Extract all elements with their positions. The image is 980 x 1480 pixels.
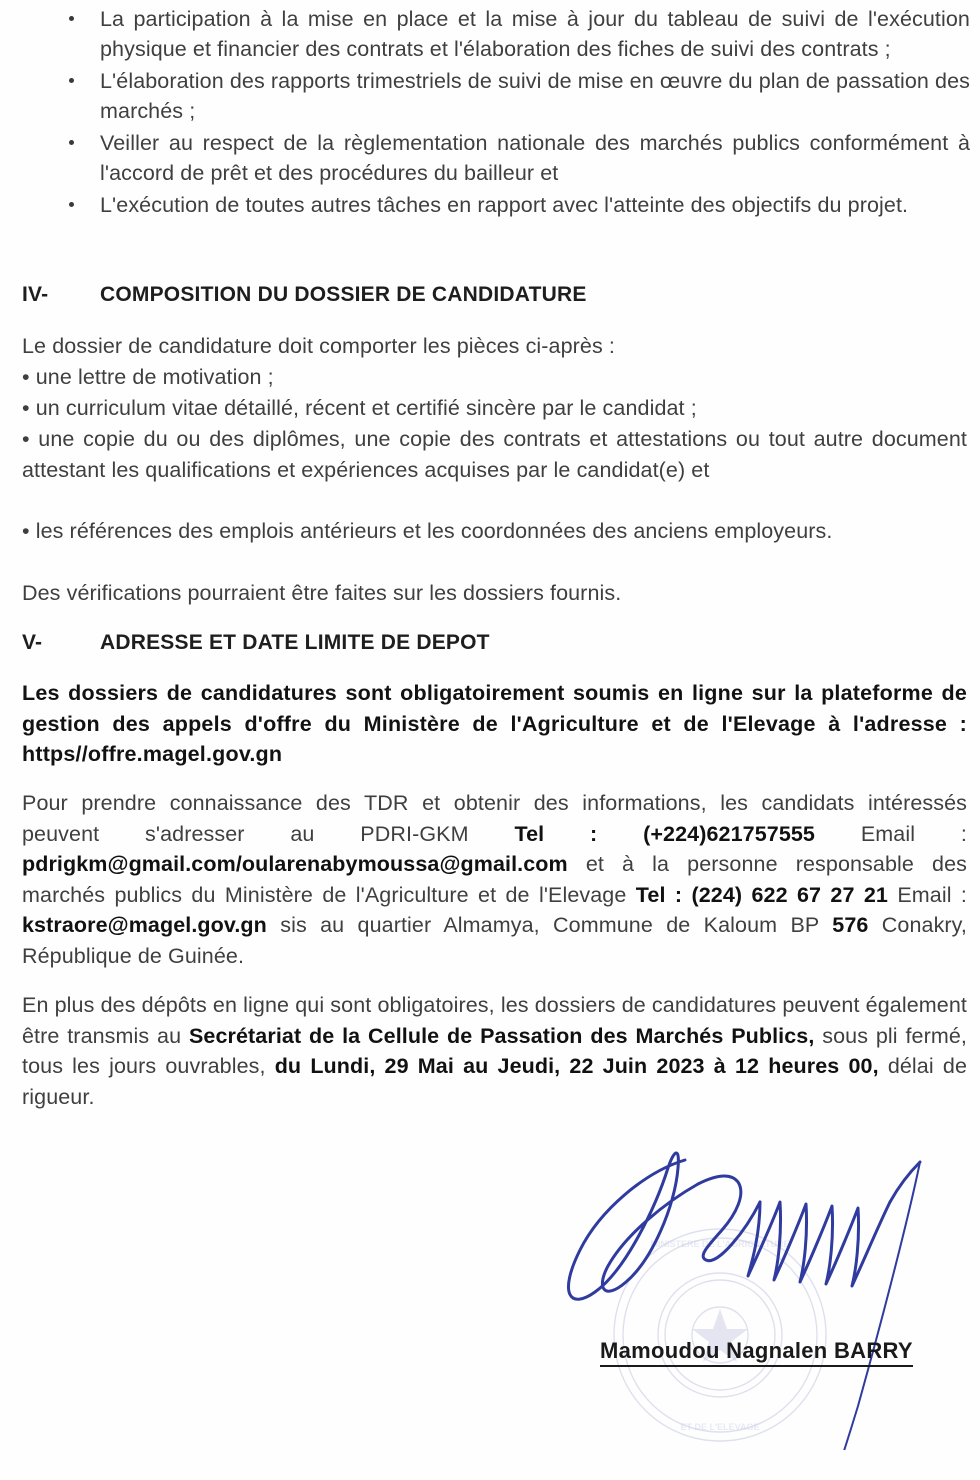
svg-text:MINISTERE DE L'AGRICULTURE: MINISTERE DE L'AGRICULTURE — [650, 1239, 790, 1249]
list-item-text: La participation à la mise en place et la mise à jour du tableau de suivi de l'exécution physique et financier des contrats et l'élaboration des fiches de suivi des contrats ; — [100, 7, 970, 61]
contact-middle-text: et à la personne responsable des marchés publics du Ministère de l'Agriculture et de l'Elevage — [22, 852, 967, 907]
deposit-intro-text: En plus des dépôts en ligne qui sont obligatoires, les dossiers de candidatures peuvent également être transmis au — [22, 993, 967, 1048]
section-heading-iv — [22, 283, 962, 307]
section-numeral: IV- — [22, 283, 49, 306]
candidature-item-1 — [22, 362, 967, 393]
email-value-1: pdrigkm@gmail.com/oularenabymoussa@gmail.com — [22, 852, 568, 876]
section-title: ADRESSE ET DATE LIMITE DE DEPOT — [100, 631, 490, 654]
section-title: COMPOSITION DU DOSSIER DE CANDIDATURE — [100, 283, 587, 306]
signatory-name: Mamoudou Nagnalen BARRY — [600, 1338, 913, 1367]
responsibilities-list — [60, 4, 970, 222]
list-item — [60, 66, 970, 126]
deposit-middle-text: sous pli fermé, tous les jours ouvrables, — [22, 1023, 967, 1078]
bullet-dot-icon — [69, 202, 74, 207]
bullet-dot-icon — [69, 140, 74, 145]
list-item — [60, 128, 970, 188]
candidature-item-2 — [22, 393, 967, 424]
candidature-item-text: • une copie du ou des diplômes, une copie des contrats et attestations ou tout autre document attestant les qualifications et expériences acquises par le candidat(e) et — [22, 427, 967, 482]
section-numeral: V- — [22, 631, 43, 654]
tel-label-1: Tel : — [514, 821, 598, 846]
candidature-item-3 — [22, 424, 967, 485]
list-item — [60, 190, 970, 220]
svg-text:ET DE L'ELEVAGE: ET DE L'ELEVAGE — [680, 1422, 760, 1432]
candidature-item-text: • une lettre de motivation ; — [22, 365, 274, 389]
list-item-text: L'élaboration des rapports trimestriels de suivi de mise en œuvre du plan de passation des marchés ; — [100, 69, 970, 123]
candidature-item-4 — [22, 516, 967, 547]
candidature-item-text: • les références des emplois antérieurs et les coordonnées des anciens employeurs. — [22, 519, 833, 543]
list-item-text: Veiller au respect de la règlementation nationale des marchés publics conformément à l'accord de prêt et des procédures du bailleur et — [100, 131, 970, 185]
deposit-office-name: Secrétariat de la Cellule de Passation des Marchés Publics, — [188, 1023, 815, 1048]
email-label-2: Email : — [897, 882, 967, 907]
verification-note: Des vérifications pourraient être faites sur les dossiers fournis. — [22, 581, 622, 605]
handwritten-signature — [430, 1110, 980, 1450]
contact-address-text: sis au quartier Almamya, Commune de Kaloum BP — [266, 913, 833, 937]
bullet-dot-icon — [69, 16, 74, 21]
list-item — [60, 4, 970, 64]
section-heading-v — [22, 631, 962, 655]
bullet-dot-icon — [69, 78, 74, 83]
email-value-2: kstraore@magel.gov.gn — [22, 913, 267, 937]
contact-intro-text: Pour prendre connaissance des TDR et obtenir des informations, les candidats intéressés peuvent s'adresser au PDRI-GKM — [22, 791, 967, 846]
platform-url: https//offre.magel.gov.gn — [22, 742, 283, 766]
candidature-item-text: • un curriculum vitae détaillé, récent et certifié sincère par le candidat ; — [22, 396, 697, 420]
tel-value-1: (+224)621757555 — [643, 821, 815, 846]
contact-city-text: Conakry, République de Guinée. — [22, 913, 968, 968]
tel-label-value-2: Tel : (224) 622 67 27 21 — [635, 882, 888, 907]
contact-paragraph — [22, 788, 967, 971]
online-submission-notice — [22, 678, 967, 770]
signature-block — [430, 1110, 980, 1480]
online-notice-text: Les dossiers de candidatures sont obligatoirement soumis en ligne sur la plateforme de gestion des appels d'offre du Ministère de l'Agriculture et de l'Elevage à l'adresse : — [22, 681, 967, 736]
candidature-intro: Le dossier de candidature doit comporter les pièces ci-après : — [22, 334, 615, 358]
email-label-1: Email : — [860, 821, 967, 846]
deposit-deadline-dates: du Lundi, 29 Mai au Jeudi, 22 Juin 2023 à 12 heures 00, — [274, 1054, 879, 1078]
list-item-text: L'exécution de toutes autres tâches en rapport avec l'atteinte des objectifs du projet. — [100, 193, 909, 217]
deposit-closing-text: délai de rigueur. — [22, 1054, 968, 1109]
deposit-paragraph — [22, 990, 967, 1112]
po-box-number: 576 — [832, 913, 869, 937]
